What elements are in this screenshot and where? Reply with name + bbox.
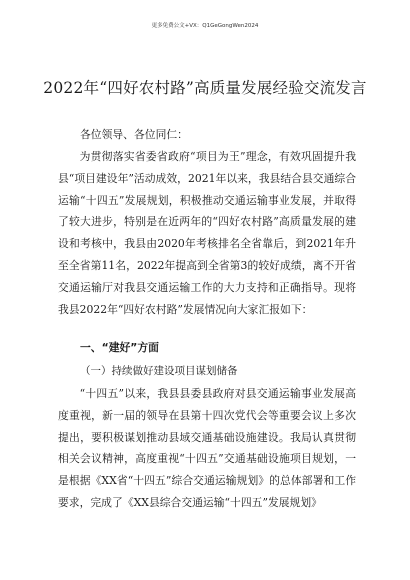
- body-paragraph-planning: “十四五”以来，我县县委县政府对县交通运输事业发展高度重视，新一届的领导在县第十四次党代会等重要会议上多次提出，要积极谋划推动县域交通基础设施建设。我局认真贯彻相关会议精神，高度重视“十四五”交通基础设施项目规划，一是根据《XX省“十四五”综合交通运输规划》的总体部署和工作要求，完成了《XX县综合交通运输“十四五”发展规划》: [58, 387, 356, 509]
- salutation: 各位领导、各位同仁：: [80, 128, 188, 141]
- watermark-text: 更多免费公文+VX：Q1GeGongWen2024: [151, 23, 259, 29]
- body-paragraph-intro: 为贯彻落实省委省政府“项目为王”理念，有效巩固提升我县“项目建设年”活动成效，2021年以来，我县结合县交通综合运输“十四五”发展规划，积极推动交通运输事业发展，并取得了较大进步，特别是在近两年的“四好农村路”高质量发展的建设和考核中，我县由2020年考核排名全省靠后，到2021年升至全省第11名，2022年提高到全省第3的较好成绩，离不开省交通运输厅对我县交通运输工作的大力支持和正确指导。现将我县2022年“四好农村路”发展情况向大家汇报如下：: [58, 150, 356, 316]
- section-heading: 一、“建好”方面: [80, 341, 159, 354]
- subsection-heading: （一）持续做好建设项目谋划储备: [80, 365, 238, 377]
- document-title: 2022年“四好农村路”高质量发展经验交流发言: [43, 79, 367, 97]
